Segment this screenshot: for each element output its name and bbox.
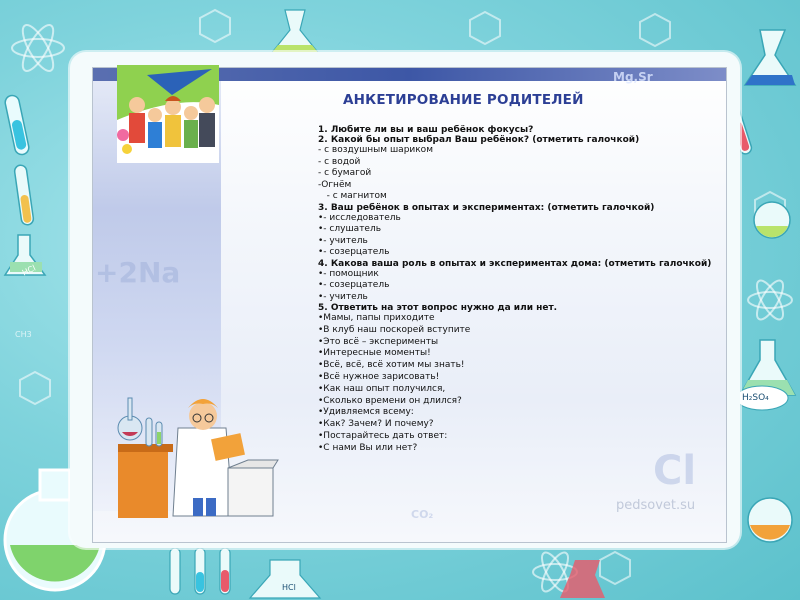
verse-line: •Как наш опыт получился, <box>318 383 446 394</box>
verse-line: •Интересные моменты! <box>318 348 431 359</box>
formula-hcl-left: HCl <box>20 263 38 278</box>
answer-option: - с бумагой <box>318 168 372 178</box>
answer-option: •- помощник <box>318 268 379 279</box>
verse-line: •Мамы, папы приходите <box>318 313 435 323</box>
ghost-formula-cl: Cl <box>653 448 697 494</box>
ghost-formula-co2: CO₂ <box>411 508 434 521</box>
verse-line: •Постарайтесь дать ответ: <box>318 430 448 441</box>
question-heading: 5. Ответить на этот вопрос нужно да или нет. <box>318 303 558 313</box>
question-4 <box>318 259 728 304</box>
question-5 <box>318 303 728 455</box>
answer-option: - с водой <box>318 156 361 167</box>
ghost-formula-mg: Mg,Sr <box>613 70 653 84</box>
question-heading: 2. Какой бы опыт выбрал Ваш ребёнок? (отметить галочкой) <box>318 135 640 145</box>
formula-hcl-bottom: HCl <box>282 583 296 592</box>
answer-option: •- созерцатель <box>318 247 390 257</box>
verse-line: •С нами Вы или нет? <box>318 442 418 453</box>
question-heading: 3. Ваш ребёнок в опытах и экспериментах: (отметить галочкой) <box>318 202 655 213</box>
ghost-formula-na: +2Na <box>95 256 181 289</box>
verse-line: •Всё, всё, всё хотим мы знать! <box>318 360 465 371</box>
answer-option: - с магнитом <box>318 191 387 201</box>
scientist-illustration <box>108 388 283 518</box>
question-heading: 4. Какова ваша роль в опытах и экспериментах дома: (отметить галочкой) <box>318 258 712 269</box>
verse-line: •Сколько времени он длился? <box>318 395 462 406</box>
question-heading: 1. Любите ли вы и ваш ребёнок фокусы? <box>318 125 534 135</box>
answer-option: •- слушатель <box>318 224 382 234</box>
children-illustration <box>117 65 219 163</box>
verse-line: •Это всё – эксперименты <box>318 336 439 347</box>
answer-option: -Огнём <box>318 179 352 190</box>
answer-option: •- созерцатель <box>318 280 390 290</box>
answer-option: - с воздушным шариком <box>318 145 433 155</box>
question-1 <box>318 125 728 135</box>
questionnaire <box>318 125 728 455</box>
verse-line: •Как? Зачем? И почему? <box>318 419 434 430</box>
verse-line: •Удивляемся всему: <box>318 407 414 418</box>
watermark: pedsovet.su <box>616 498 696 513</box>
verse-line: •В клуб наш поскорей вступите <box>318 324 471 335</box>
formula-ch3: CH3 <box>15 330 32 339</box>
question-2 <box>318 135 728 203</box>
question-3 <box>318 203 728 259</box>
answer-option: •- исследователь <box>318 212 401 223</box>
formula-h2so4: H₂SO₄ <box>742 393 769 403</box>
answer-option: •- учитель <box>318 291 368 302</box>
verse-line: •Всё нужное зарисовать! <box>318 371 440 382</box>
answer-option: •- учитель <box>318 235 368 246</box>
page-title: АНКЕТИРОВАНИЕ РОДИТЕЛЕЙ <box>343 92 584 108</box>
